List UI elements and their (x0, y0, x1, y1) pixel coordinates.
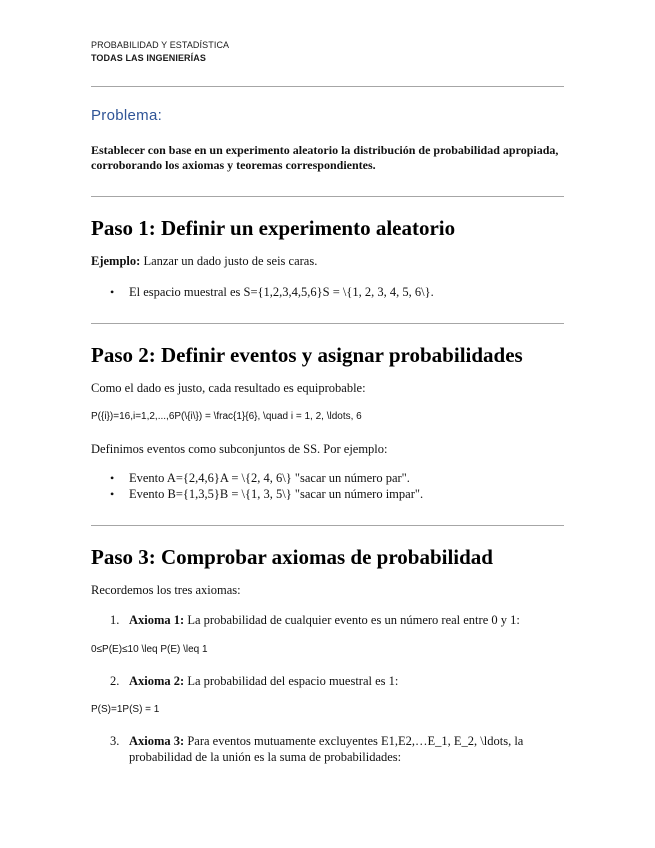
axiom1-number: 1. (110, 613, 120, 627)
step1-bullet-text: El espacio muestral es S={1,2,3,4,5,6}S = \{1, 2, 3, 4, 5, 6\}. (129, 285, 434, 299)
example-label: Ejemplo: (91, 254, 141, 268)
step1-example (91, 254, 317, 269)
event-a: Evento A={2,4,6}A = \{2, 4, 6\} "sacar un número par". (129, 471, 410, 485)
axiom2-formula: P(S)=1P(S) = 1 (91, 704, 160, 715)
divider (91, 196, 564, 197)
axiom2-text: La probabilidad del espacio muestral es 1: (184, 674, 399, 688)
axiom3-text-line2: probabilidad de la unión es la suma de probabilidades: (129, 750, 402, 764)
axiom2-label: Axioma 2: (129, 674, 185, 688)
step2-events-intro: Definimos eventos como subconjuntos de SS. Por ejemplo: (91, 442, 388, 456)
axiom1-label: Axioma 1: (129, 613, 185, 627)
divider (91, 86, 564, 87)
axiom2 (129, 674, 398, 689)
step2-intro: Como el dado es justo, cada resultado es equiprobable: (91, 381, 366, 395)
axiom3 (129, 734, 523, 749)
step1-title: Paso 1: Definir un experimento aleatorio (91, 216, 456, 240)
problem-label: Problema: (91, 107, 163, 124)
step3-title: Paso 3: Comprobar axiomas de probabilidad (91, 545, 493, 569)
axiom3-text-line1: Para eventos mutuamente excluyentes E1,E2,…E_1, E_2, \ldots, la (184, 734, 524, 748)
example-text: Lanzar un dado justo de seis caras. (140, 254, 318, 268)
axiom1 (129, 613, 520, 628)
divider (91, 323, 564, 324)
step2-formula: P({i})=16,i=1,2,...,6P(\{i\}) = \frac{1}{6}, \quad i = 1, 2, \ldots, 6 (91, 411, 362, 422)
axiom3-number: 3. (110, 734, 120, 748)
header-audience: TODAS LAS INGENIERÍAS (91, 53, 206, 63)
axiom3-label: Axioma 3: (129, 734, 185, 748)
bullet-marker: • (110, 285, 115, 299)
step2-title: Paso 2: Definir eventos y asignar probabilidades (91, 343, 523, 367)
bullet-marker: • (110, 471, 115, 485)
event-b: Evento B={1,3,5}B = \{1, 3, 5\} "sacar un número impar". (129, 487, 424, 501)
bullet-marker: • (110, 487, 115, 501)
axiom1-formula: 0≤P(E)≤10 \leq P(E) \leq 1 (91, 644, 208, 655)
step3-intro: Recordemos los tres axiomas: (91, 583, 241, 597)
axiom1-text: La probabilidad de cualquier evento es un número real entre 0 y 1: (184, 613, 520, 627)
problem-statement: Establecer con base en un experimento aleatorio la distribución de probabilidad apropiada, corroborando los axiomas y teoremas correspondientes. (91, 143, 559, 172)
header-course: PROBABILIDAD Y ESTADÍSTICA (91, 40, 230, 50)
divider (91, 525, 564, 526)
axiom2-number: 2. (110, 674, 120, 688)
